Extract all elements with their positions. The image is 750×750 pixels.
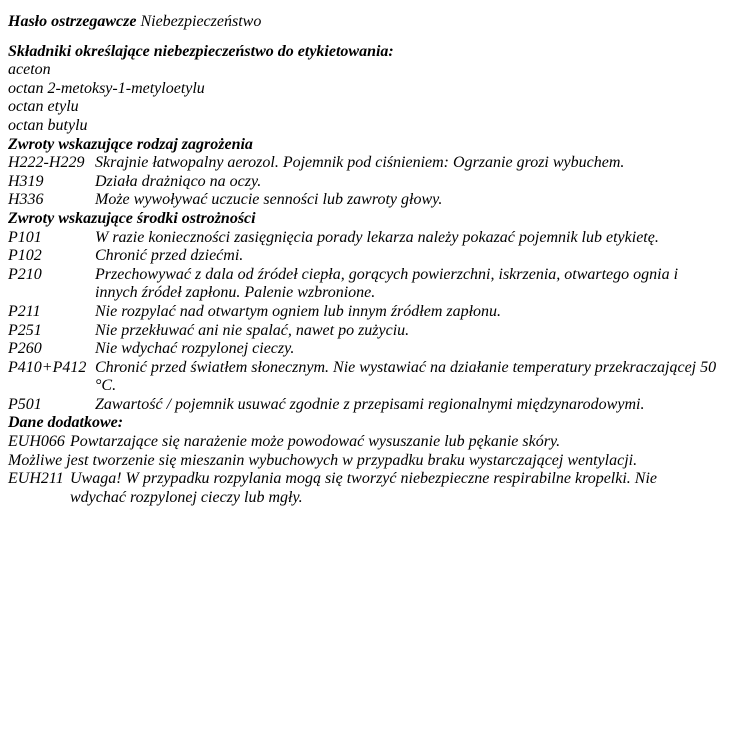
precautionary-text-line: Nie rozpylać nad otwartym ogniem lub innym źródłem zapłonu.	[95, 302, 502, 320]
precautionary-code: P251	[8, 321, 42, 339]
precautionary-statement-row	[8, 396, 748, 415]
hazard-statement-row	[8, 173, 748, 192]
hazard-text-line: Może wywoływać uczucie senności lub zawroty głowy.	[95, 191, 443, 209]
precautionary-text-line: Przechowywać z dala od źródeł ciepła, gorących powierzchni, iskrzenia, otwartego ognia i	[95, 265, 679, 283]
component-item: octan etylu	[8, 98, 79, 116]
hazard-text-line: Działa drażniąco na oczy.	[95, 172, 262, 190]
euh-text-line: Powtarzające się narażenie może powodować wysuszanie lub pękanie skóry.	[70, 433, 561, 451]
additional-data-heading: Dane dodatkowe:	[8, 414, 124, 432]
precautionary-code: P210	[8, 265, 42, 283]
hazard-statement-row	[8, 154, 748, 173]
euh-code: EUH066	[8, 433, 65, 451]
component-item: aceton	[8, 61, 51, 79]
precautionary-statement-row	[8, 303, 748, 322]
precautionary-code: P260	[8, 340, 42, 358]
precautionary-code: P101	[8, 228, 42, 246]
precautionary-statement-row	[8, 322, 748, 341]
precautionary-text-line: innych źródeł zapłonu. Palenie wzbronione.	[95, 284, 376, 302]
precautionary-text-line: Zawartość / pojemnik usuwać zgodnie z przepisami regionalnymi międzynarodowymi.	[95, 395, 645, 413]
precautionary-statement-row	[8, 247, 748, 266]
precautionary-code: P501	[8, 395, 42, 413]
precautionary-text-line: °C.	[95, 377, 117, 395]
euh-code: EUH211	[8, 470, 64, 488]
precautionary-text-line: W razie konieczności zasięgnięcia porady lekarza należy pokazać pojemnik lub etykietę.	[95, 228, 659, 246]
labelling-components-heading: Składniki określające niebezpieczeństwo do etykietowania:	[8, 42, 394, 60]
precautionary-code: P410+P412	[8, 358, 87, 376]
hazard-statement-row	[8, 191, 748, 210]
precautionary-text-line: Nie wdychać rozpylonej cieczy.	[95, 340, 295, 358]
precautionary-statements-heading: Zwroty wskazujące środki ostrożności	[8, 209, 256, 227]
precautionary-statement-row	[8, 266, 748, 303]
precautionary-text-line: Chronić przed światłem słonecznym. Nie wystawiać na działanie temperatury przekraczającej 50	[95, 358, 717, 376]
hazard-code: H336	[8, 191, 44, 209]
precautionary-code: P102	[8, 247, 42, 265]
signal-word-value: Niebezpieczeństwo	[140, 13, 262, 30]
hazard-code: H319	[8, 172, 44, 190]
signal-word-row	[8, 13, 748, 32]
euh211-row	[8, 470, 748, 507]
hazard-text-line: Skrajnie łatwopalny aerozol. Pojemnik pod ciśnieniem: Ogrzanie grozi wybuchem.	[95, 154, 625, 172]
signal-word-label: Hasło ostrzegawcze	[8, 13, 137, 30]
precautionary-statement-row	[8, 229, 748, 248]
euh066-row	[8, 433, 748, 452]
precautionary-code: P211	[8, 302, 41, 320]
precautionary-statement-row	[8, 340, 748, 359]
precautionary-statement-row	[8, 359, 748, 396]
euh-text-line: wdychać rozpylonej cieczy lub mgły.	[70, 488, 303, 506]
hazard-code: H222-H229	[8, 154, 85, 172]
precautionary-text-line: Chronić przed dziećmi.	[95, 247, 244, 265]
precautionary-text-line: Nie przekłuwać ani nie spalać, nawet po zużyciu.	[95, 321, 410, 339]
component-item: octan butylu	[8, 116, 88, 134]
hazard-statements-heading: Zwroty wskazujące rodzaj zagrożenia	[8, 135, 253, 153]
component-item: octan 2-metoksy-1-metyloetylu	[8, 79, 205, 97]
euh-text-line: Uwaga! W przypadku rozpylania mogą się tworzyć niebezpieczne respirabilne kropelki. Nie	[70, 470, 658, 488]
additional-note-line: Możliwe jest tworzenie się mieszanin wybuchowych w przypadku braku wystarczającej wentylacji.	[8, 451, 638, 469]
